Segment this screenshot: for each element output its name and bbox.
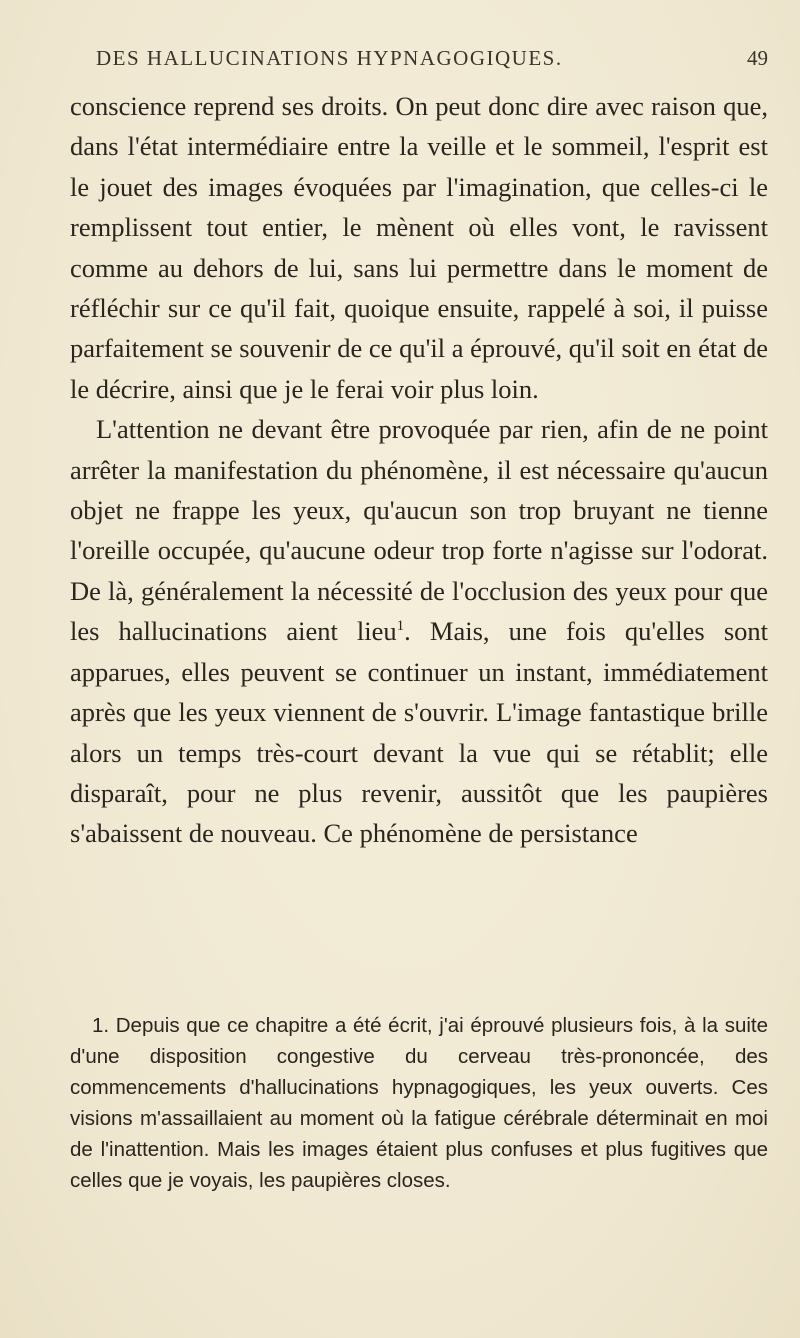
paragraph-2-part-2: . Mais, une fois qu'elles sont apparues, elles peuvent se continuer un instant, immédiatement après que les yeux viennent de s'ouvrir. L'image fantastique brille alors un temps très-court devant la vue qui se rétablit; elle disparaît, pour ne plus revenir, aussitôt que les paupières s'abaissent de nouveau. Ce phénomène de persistance bbox=[70, 616, 768, 849]
paragraph-2-part-1: L'attention ne devant être provoquée par rien, afin de ne point arrêter la manifestation du phénomène, il est nécessaire qu'aucun objet ne frappe les yeux, qu'aucun son trop bruyant ne tienne l'oreille occupée, qu'aucune odeur trop forte n'agisse sur l'odorat. De là, généralement la nécessité de l'occlusion des yeux pour que les hallucinations aient lieu bbox=[70, 414, 768, 647]
footnote bbox=[70, 1010, 768, 1196]
page-number: 49 bbox=[747, 46, 768, 70]
paragraph-1: conscience reprend ses droits. On peut donc dire avec raison que, dans l'état intermédiaire entre la veille et le sommeil, l'esprit est le jouet des images évoquées par l'imagination, que celles-ci le remplissent tout entier, le mènent où elles vont, le ravissent comme au dehors de lui, sans lui permettre dans le moment de réfléchir sur ce qu'il fait, quoique ensuite, rappelé à soi, il puisse parfaitement se souvenir de ce qu'il a éprouvé, qu'il soit en état de le décrire, ainsi que je le ferai voir plus loin. bbox=[70, 91, 768, 404]
running-head bbox=[96, 46, 768, 76]
footnote-reference: 1 bbox=[396, 618, 405, 635]
body-text bbox=[70, 86, 768, 854]
paragraph-2 bbox=[70, 409, 768, 853]
footnote-text: 1. Depuis que ce chapitre a été écrit, j'ai éprouvé plusieurs fois, à la suite d'une disposition congestive du cerveau très-prononcée, des commencements d'hallucinations hypnagogiques, les yeux ouverts. Ces visions m'assaillaient au moment où la fatigue cérébrale déterminait en moi de l'inattention. Mais les images étaient plus confuses et plus fugitives que celles que je voyais, les paupières closes. bbox=[70, 1014, 768, 1192]
running-title: DES HALLUCINATIONS HYPNAGOGIQUES. bbox=[96, 46, 563, 70]
